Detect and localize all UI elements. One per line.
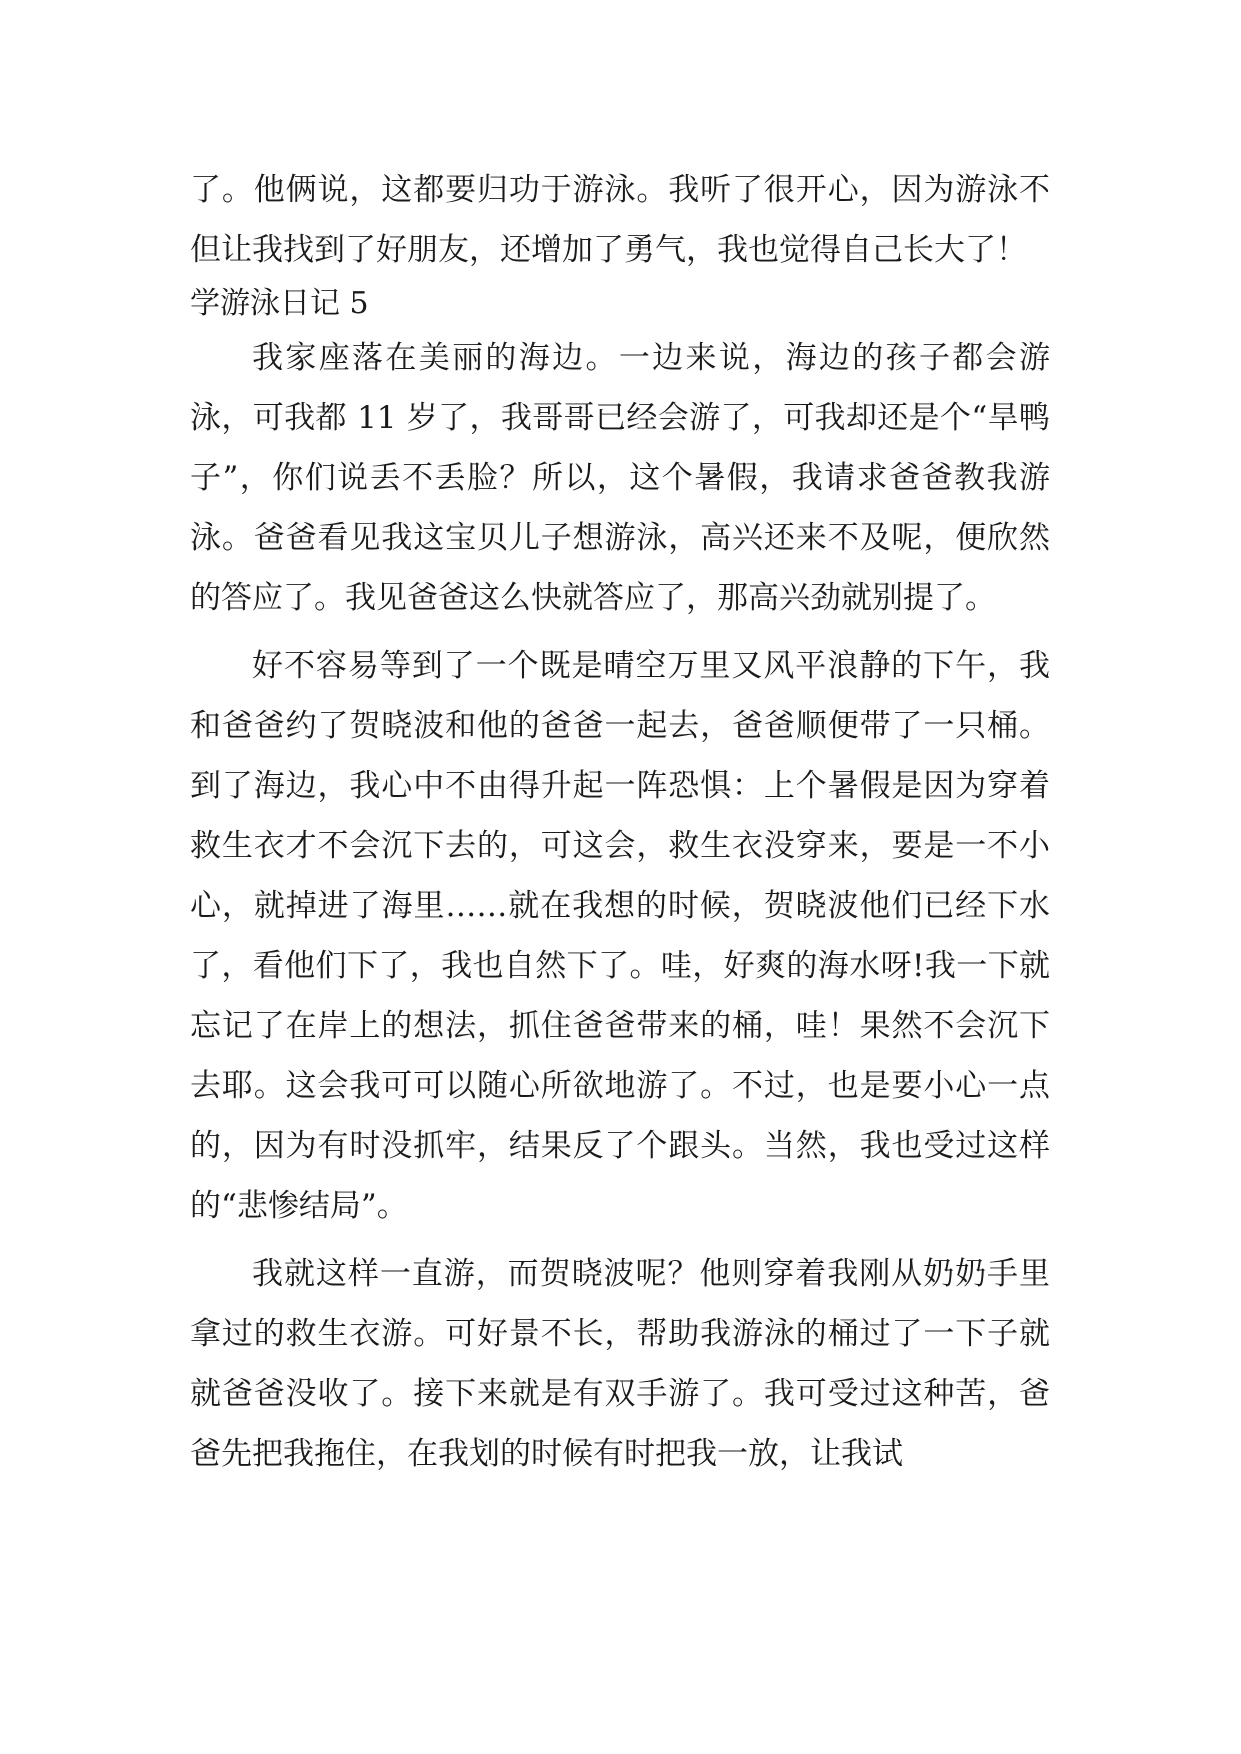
document-body (190, 160, 1050, 1484)
paragraph-gap (190, 1236, 1050, 1244)
paragraph-1: 我家座落在美丽的海边。一边来说，海边的孩子都会游泳，可我都 11 岁了，我哥哥已经会游了，可我却还是个“旱鸭子”，你们说丢不丢脸？所以，这个暑假，我请求爸爸教我游泳。爸爸看见我这宝贝儿子想游泳，高兴还来不及呢，便欣然的答应了。我见爸爸这么快就答应了，那高兴劲就别提了。 (190, 340, 1050, 616)
section-title: 学游泳日记 5 (190, 286, 369, 321)
paragraph-2: 好不容易等到了一个既是晴空万里又风平浪静的下午，我和爸爸约了贺晓波和他的爸爸一起去，爸爸顺便带了一只桶。到了海边，我心中不由得升起一阵恐惧：上个暑假是因为穿着救生衣才不会沉下去的，可这会，救生衣没穿来，要是一不小心，就掉进了海里……就在我想的时候，贺晓波他们已经下水了，看他们下了，我也自然下了。哇，好爽的海水呀!我一下就忘记了在岸上的想法，抓住爸爸带来的桶，哇！果然不会沉下去耶。这会我可可以随心所欲地游了。不过，也是要小心一点的，因为有时没抓牢，结果反了个跟头。当然，我也受过这样的“悲惨结局”。 (190, 648, 1050, 1224)
paragraph-3: 我就这样一直游，而贺晓波呢？他则穿着我刚从奶奶手里拿过的救生衣游。可好景不长，帮助我游泳的桶过了一下子就就爸爸没收了。接下来就是有双手游了。我可受过这种苦，爸爸先把我拖住，在我划的时候有时把我一放，让我试 (190, 1256, 1050, 1472)
paragraph-gap (190, 628, 1050, 636)
continued-paragraph: 了。他俩说，这都要归功于游泳。我听了很开心，因为游泳不但让我找到了好朋友，还增加了勇气，我也觉得自己长大了！ (190, 172, 1050, 268)
